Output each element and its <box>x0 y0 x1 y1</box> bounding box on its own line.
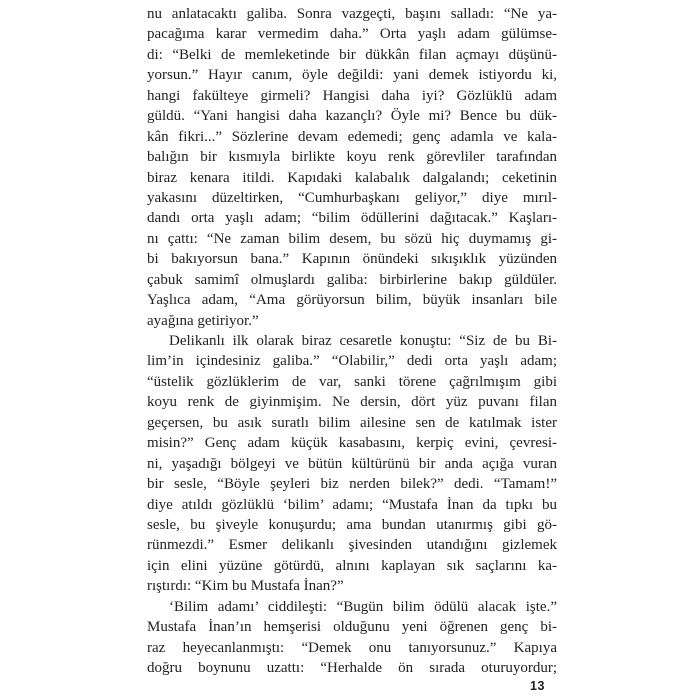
text-line: dandı orta yaşlı adam; “bilim ödüllerini dağıtacak.” Kaşları- <box>147 210 557 227</box>
page-number: 13 <box>530 679 545 693</box>
text-line: hangi fakülteye girmeli? Hangisi daha iyi? Gözlüklü adam <box>147 87 557 104</box>
text-line: balığın bir kısmıyla birlikte koyu renk görevliler tarafından <box>147 149 557 166</box>
text-line: koyu renk de giyinmişim. Ne dersin, dört yüz puvanı filan <box>147 394 557 411</box>
text-line: ayağına getiriyor.” <box>147 312 259 329</box>
text-line: Yaşlıca adam, “Ama görüyorsun bilim, büyük insanları bile <box>147 292 557 309</box>
text-line: pacağıma karar vermedim daha.” Orta yaşlı adam gülümse- <box>147 26 557 43</box>
text-line: doğru boynunu uzattı: “Herhalde ön sırada oturuyordur; <box>147 660 557 676</box>
text-line: ni, yaşadığı bölgeyi ve bütün kültürünü bir anda açığa vuran <box>147 455 557 472</box>
text-line: “üstelik gözlüklerim de var, sanki törene çağrılmışım gibi <box>147 373 557 390</box>
text-line: yorsun.” Hayır canım, öyle değildi: yani demek istiyordu ki, <box>147 67 557 84</box>
text-line: raz heyecanlanmıştı: “Demek onu tanıyorsunuz.” Kapıya <box>147 639 557 656</box>
text-line: ‘Bilim adamı’ ciddileşti: “Bugün bilim ödülü alacak işte.” <box>169 598 557 615</box>
text-line: rünmezdi.” Esmer delikanlı şivesinden utandığını gizlemek <box>147 537 557 554</box>
text-line: güldü. “Yani hangisi daha kazançlı? Öyle mi? Bence bu dük- <box>147 108 557 125</box>
text-line: için elini yüzüne götürdü, alnını kaplayan sık saçlarını ka- <box>147 557 557 574</box>
text-line: çabuk samimî olmuşlardı galiba: birbirlerine bakıp güldüler. <box>147 271 557 288</box>
text-line: sesle, bu şiveyle konuşurdu; ama bundan utanırmış gibi gö- <box>147 516 557 533</box>
text-line: misin?” Genç adam küçük kasabasını, kerpiç evini, çevresi- <box>147 435 557 452</box>
text-line: kân fikri...” Sözlerine devam edemedi; genç adamla ve kala- <box>147 128 557 145</box>
text-line: Mustafa İnan’ın hemşerisi olduğunu yeni öğrenen genç bi- <box>147 619 557 636</box>
text-line: rıştırdı: “Kim bu Mustafa İnan?” <box>147 578 344 595</box>
text-line: bir sesle, “Böyle şeyleri biz nerden bilek?” dedi. “Tamam!” <box>147 476 557 493</box>
text-line: nı çattı: “Ne zaman bilim desem, bu sözü hiç duymamış gi- <box>147 230 557 247</box>
text-line: bi bakıyorsun bana.” Kapının önündeki sıkışıklık yüzünden <box>147 251 557 268</box>
text-line: nu anlatacaktı galiba. Sonra vazgeçti, başını salladı: “Ne ya- <box>147 6 557 22</box>
text-line: biraz kenara itildi. Kapıdaki kalabalık dalgalandı; ceketinin <box>147 169 557 186</box>
text-line: geçersen, bu asık suratlı bilim ailesine sen de katılmak ister <box>147 414 557 431</box>
text-line: lim’in içindesiniz galiba.” “Olabilir,” dedi orta yaşlı adam; <box>147 353 557 370</box>
text-line: yakasını düzeltirken, “Cumhurbaşkanı geliyor,” diye mırıl- <box>147 189 557 206</box>
text-line: diye atıldı gözlüklü ‘bilim’ adamı; “Mustafa İnan da tıpkı bu <box>147 496 557 513</box>
text-line: di: “Belki de memleketinde bir dükkân filan açmayı düşünü- <box>147 46 557 63</box>
page-text <box>147 4 557 678</box>
text-line: Delikanlı ilk olarak biraz cesaretle konuştu: “Siz de bu Bi- <box>169 333 557 349</box>
